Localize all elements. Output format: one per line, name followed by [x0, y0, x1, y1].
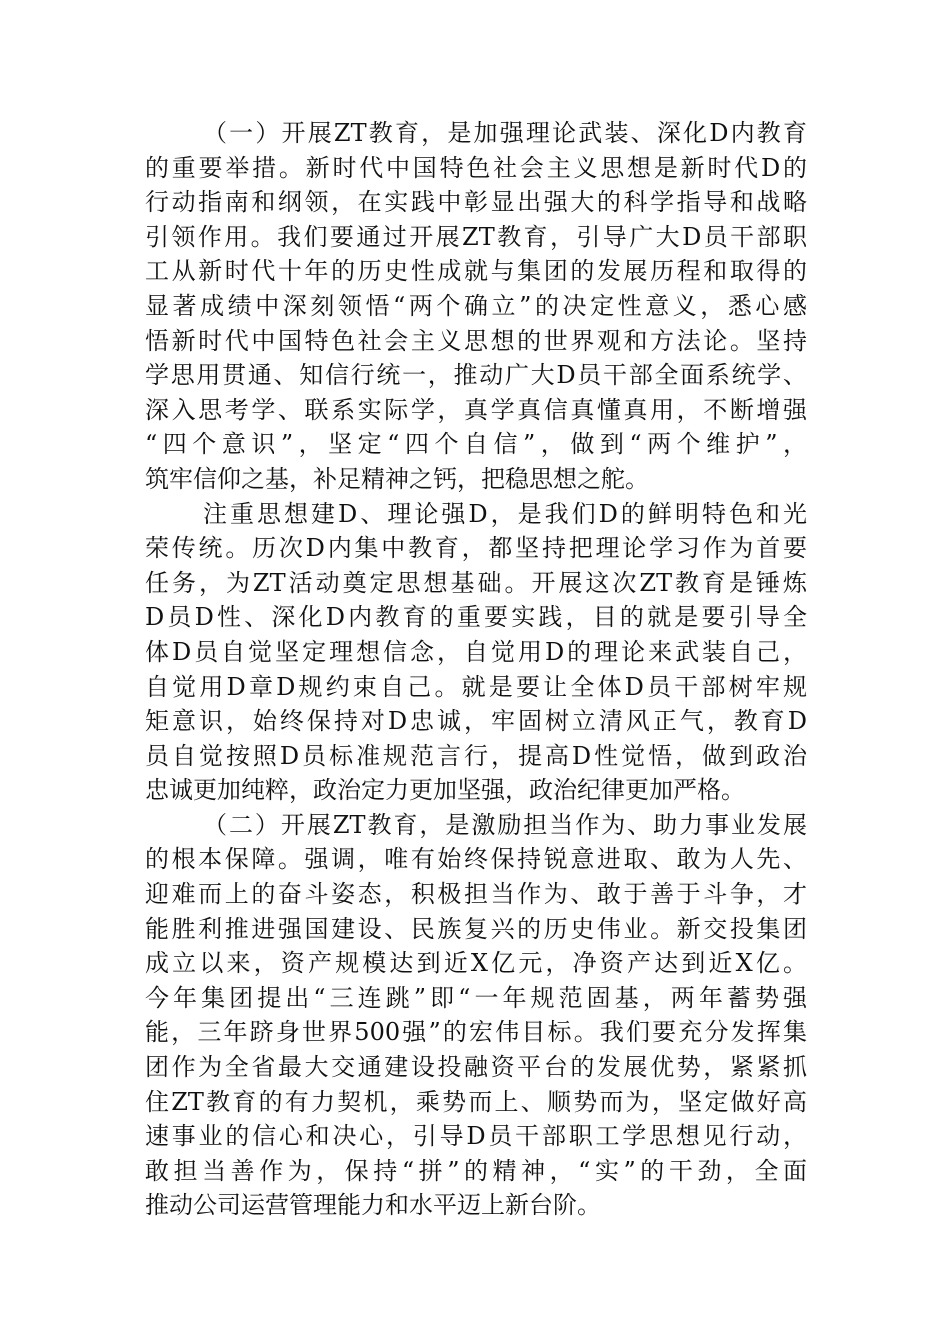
- text-line: 能，三年跻身世界500强”的宏伟目标。我们要充分发挥集: [145, 1018, 807, 1047]
- paragraph-3: [145, 808, 807, 1223]
- text-line: 注重思想建D、理论强D，是我们D的鲜明特色和光: [203, 499, 807, 528]
- text-line: 筑牢信仰之基，补足精神之钙，把稳思想之舵。: [145, 464, 649, 493]
- text-line: 的重要举措。新时代中国特色社会主义思想是新时代D的: [145, 153, 807, 182]
- text-line: 的根本保障。强调，唯有始终保持锐意进取、敢为人先、: [145, 845, 807, 874]
- text-line: D员D性、深化D内教育的重要实践，目的就是要引导全: [145, 603, 807, 632]
- text-line: 敢担当善作为，保持“拼”的精神，“实”的干劲，全面: [145, 1156, 807, 1185]
- text-line: 员自觉按照D员标准规范言行，提高D性觉悟，做到政治: [145, 741, 807, 770]
- text-line: 团作为全省最大交通建设投融资平台的发展优势，紧紧抓: [145, 1053, 807, 1082]
- text-line: 速事业的信心和决心，引导D员干部职工学思想见行动，: [145, 1122, 807, 1151]
- text-line: 荣传统。历次D内集中教育，都坚持把理论学习作为首要: [145, 534, 807, 563]
- text-line: 行动指南和纲领，在实践中彰显出强大的科学指导和战略: [145, 188, 807, 217]
- text-line: 今年集团提出“三连跳”即“一年规范固基，两年蓄势强: [145, 983, 807, 1012]
- text-line: 显著成绩中深刻领悟“两个确立”的决定性意义，悉心感: [145, 291, 807, 320]
- text-line: （一）开展ZT教育，是加强理论武装、深化D内教育: [203, 119, 807, 147]
- text-line: 学思用贯通、知信行统一，推动广大D员干部全面系统学、: [145, 361, 807, 390]
- text-line: 推动公司运营管理能力和水平迈上新台阶。: [145, 1191, 601, 1220]
- text-line: 迎难而上的奋斗姿态，积极担当作为、敢于善于斗争，才: [145, 880, 807, 909]
- text-line: 任务，为ZT活动奠定思想基础。开展这次ZT教育是锤炼: [145, 568, 807, 597]
- text-line: 成立以来，资产规模达到近X亿元，净资产达到近X亿。: [145, 949, 807, 978]
- text-line: 引领作用。我们要通过开展ZT教育，引导广大D员干部职: [145, 222, 807, 251]
- paragraph-1: [145, 116, 807, 497]
- text-line: 体D员自觉坚定理想信念，自觉用D的理论来武装自己，: [145, 637, 807, 666]
- text-line: 能胜利推进强国建设、民族复兴的历史伟业。新交投集团: [145, 914, 807, 943]
- text-line: “四个意识”，坚定“四个自信”，做到“两个维护”，: [145, 430, 807, 459]
- document-body: [145, 116, 807, 1223]
- text-line: 悟新时代中国特色社会主义思想的世界观和方法论。坚持: [145, 326, 807, 355]
- text-line: 住ZT教育的有力契机，乘势而上、顺势而为，坚定做好高: [145, 1087, 807, 1116]
- text-line: （二）开展ZT教育，是激励担当作为、助力事业发展: [203, 810, 807, 839]
- paragraph-2: [145, 497, 807, 808]
- text-line: 自觉用D章D规约束自己。就是要让全体D员干部树牢规: [145, 672, 807, 701]
- text-line: 工从新时代十年的历史性成就与集团的发展历程和取得的: [145, 257, 807, 286]
- text-line: 忠诚更加纯粹，政治定力更加坚强，政治纪律更加严格。: [145, 776, 745, 805]
- text-line: 矩意识，始终保持对D忠诚，牢固树立清风正气，教育D: [145, 707, 807, 736]
- text-line: 深入思考学、联系实际学，真学真信真懂真用，不断增强: [145, 395, 807, 424]
